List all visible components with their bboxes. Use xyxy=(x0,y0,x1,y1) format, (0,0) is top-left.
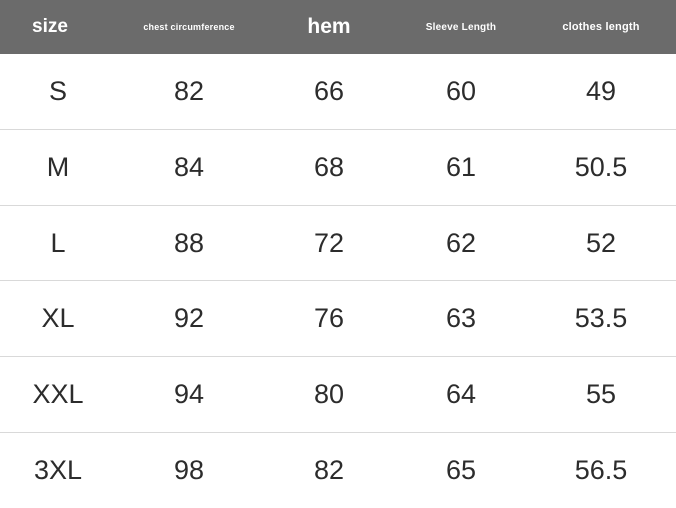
column-header-hem: hem xyxy=(307,15,351,38)
column-header-clothes-length: clothes length xyxy=(562,21,640,33)
cell-chest-circumference: 92 xyxy=(116,281,262,357)
cell-chest-circumference: 98 xyxy=(173,454,205,485)
cell-hem: 76 xyxy=(262,281,396,357)
cell-hem: 66 xyxy=(262,54,396,130)
cell-size: S xyxy=(0,54,116,130)
cell-clothes-length: 56.5 xyxy=(574,454,628,485)
cell-size: 3XL xyxy=(33,454,83,485)
column-header-size: size xyxy=(32,16,68,37)
column-header-sleeve-length: Sleeve Length xyxy=(425,21,497,33)
cell-hem: 72 xyxy=(262,205,396,281)
table-row xyxy=(0,205,676,281)
cell-chest-circumference: 88 xyxy=(116,205,262,281)
cell-chest-circumference: 82 xyxy=(116,54,262,130)
cell-hem: 82 xyxy=(313,454,345,485)
cell-hem: 68 xyxy=(262,130,396,206)
cell-sleeve-length: 62 xyxy=(396,205,526,281)
table-row xyxy=(0,432,676,508)
cell-size: XXL xyxy=(0,357,116,433)
table-row xyxy=(0,357,676,433)
cell-clothes-length: 53.5 xyxy=(526,281,676,357)
cell-sleeve-length: 64 xyxy=(396,357,526,433)
cell-size: M xyxy=(0,130,116,206)
cell-hem: 80 xyxy=(262,357,396,433)
cell-size: XL xyxy=(0,281,116,357)
cell-clothes-length: 52 xyxy=(526,205,676,281)
column-header-chest-circumference: chest circumference xyxy=(143,22,235,32)
cell-sleeve-length: 63 xyxy=(396,281,526,357)
cell-chest-circumference: 84 xyxy=(116,130,262,206)
cell-sleeve-length: 61 xyxy=(396,130,526,206)
cell-sleeve-length: 60 xyxy=(396,54,526,130)
cell-clothes-length: 50.5 xyxy=(526,130,676,206)
table-header xyxy=(0,0,676,54)
cell-clothes-length: 55 xyxy=(526,357,676,433)
table-row xyxy=(0,130,676,206)
table-header-row xyxy=(0,0,676,54)
cell-sleeve-length: 65 xyxy=(445,454,477,485)
table-row xyxy=(0,54,676,130)
cell-size: L xyxy=(0,205,116,281)
cell-clothes-length: 49 xyxy=(526,54,676,130)
cell-chest-circumference: 94 xyxy=(116,357,262,433)
table-row xyxy=(0,281,676,357)
table-body xyxy=(0,54,676,508)
